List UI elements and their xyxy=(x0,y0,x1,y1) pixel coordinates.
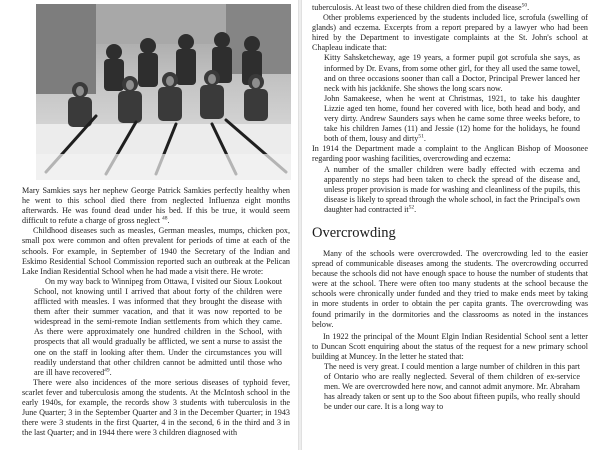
quote-text: A number of the smaller children were badly effected with eczema and apparently no steps had been taken to check the spread of the disease and, unless proper provision is made for washing and cleanliness of the pupils, this disease is likely to spread through the whole school, in fact the Principal's own daughter had contracted it xyxy=(324,164,580,214)
footnote-ref: 48 xyxy=(162,215,168,222)
paragraph-childhood-diseases xyxy=(22,226,290,276)
left-page-text xyxy=(18,186,290,438)
paragraph-tail: . xyxy=(109,367,112,377)
paragraph-samkies xyxy=(22,186,290,226)
quote-kitty xyxy=(312,53,588,93)
paragraph-text: Many of the schools were overcrowded. The overcrowding led to the easier spread of communicable diseases among the students. The overcrowding occurred because the schools did not have enough space to house the number of students that were at the school. There were often too many students at the school because the schools were chronically under funded and they tried to make ends meet by taking in more students in order to obtain the per capita grants. The overcrowding was found primarily in the dormitories and the classrooms as noted in the instances below. xyxy=(312,248,588,329)
footnote-ref: 49 xyxy=(104,366,110,373)
paragraph-tuberculosis xyxy=(312,3,588,13)
section-heading-overcrowding: Overcrowding xyxy=(312,224,396,241)
paragraph-overcrowded xyxy=(312,249,588,330)
quote-text: Kitty Sahsketcheway, age 19 years, a former pupil got scrofula she says, as informed by Dr. Evans, from some other girl, for they all used the same towel, and on three occasions sooner than call a Doctor, Principal Prewer lanced her neck with his jackknife. She shows the long scars now. xyxy=(324,53,580,93)
footnote-ref: 50 xyxy=(521,2,528,9)
quote-sioux-lookout xyxy=(22,277,290,378)
footnote-ref: 51 xyxy=(418,133,424,140)
paragraph-tail: . xyxy=(423,134,426,144)
quote-text: John Samakeese, when he went at Christmas, 1921, to take his daughter Lizzie aged ten home, found her covered with lice, both head and body, and very dirty. Andrew Saunders says when he came some three weeks before, to take his children James (11) and Jessie (12) home for the holidays, he found both of them, lousy and dirty xyxy=(324,93,580,144)
paragraph-serious-diseases xyxy=(22,378,290,439)
paragraph-text: Childhood diseases such as measles, German measles, mumps, chicken pox, small pox were common and often prevalent for periods of time at each of the schools. For example, in September of 1940 the Secretary of the Indian and Eskimo Residential School Commission reported such an outbreak at the Pelican Lake Indian Residential School when he had made a visit there. He wrote: xyxy=(22,226,290,276)
quote-text: On my way back to Winnipeg from Ottawa, I visited our Sioux Lookout School, not knowing until I arrived that about forty of the children were afflicted with measles. I was informed that they brought the disease with them after their summer vacation, and that it was now reported to be widespread in the semi-remote Indian settlements from which they came. As there were approximately one hundred children in the School, with prospects that all would gradually be afflicted, we sent a nurse to assist the one on the staff in looking after them. Under the circumstances you will readily understand that other children cannot be admitted until those who are ill have recovered xyxy=(34,276,282,377)
historical-photo-icon xyxy=(36,4,291,180)
right-page xyxy=(302,0,600,450)
left-page xyxy=(0,0,298,450)
footnote-ref: 52 xyxy=(408,204,415,211)
quote-eczema xyxy=(312,165,588,215)
paragraph-mount-elgin xyxy=(312,332,588,362)
paragraph-text: Mary Samkies says her nephew George Patrick Samkies perfectly healthy when he went to this school died there from neglected Influenza eight months afterwards. He was found dead under his bed. If this be true, it would seem difficult to refute a charge of gross neglect xyxy=(22,186,290,226)
paragraph-tail: . xyxy=(167,216,170,226)
paragraph-tail: . xyxy=(527,3,530,12)
paragraph-tail: . xyxy=(414,204,417,214)
paragraph-text: In 1914 the Department made a complaint to the Anglican Bishop of Moosonee regarding poor washing facilities, overcrowding and eczema: xyxy=(312,144,588,164)
paragraph-text: Other problems experienced by the students included lice, scrofula (swelling of glands) and eczema. Excerpts from a report prepared by a lawyer who had been hired by the Department to investigate complaints at the St. John's school at Chapleau indicate that: xyxy=(312,13,588,53)
quote-john-samakeese xyxy=(312,94,588,144)
paragraph-text: There were also incidences of the more serious diseases of typhoid fever, scarlet fever and tuberculosis among the students. At the McIntosh school in the early 1940s, for example, the records show 3 students with tuberculosis in the June Quarter; 3 in the September Quarter and 3 in the December Quarter; in 1943 there were 3 students in the first Quarter, 4 in the second, 6 in the third and 3 in the last Quarter; and in 1944 there were 3 children diagnosed with xyxy=(22,377,290,438)
paragraph-text: tuberculosis. At least two of these children died from the disease xyxy=(312,3,522,12)
quote-text: The need is very great. I could mention a large number of children in this part of Ontario who are really neglected. Several of them children of ex-service men. We are overcrowded here now, and cannot admit anymore. Mr. Abraham has already taken or sent up to the Soo about fifteen pupils, who really should be under our care. It is a long way to xyxy=(324,362,580,412)
paragraph-1914-complaint xyxy=(312,144,588,164)
quote-need-great xyxy=(312,362,588,412)
paragraph-text: In 1922 the principal of the Mount Elgin Indian Residential School sent a letter to Duncan Scott enquiring about the status of the request for a new primary school building at Muncey. In the letter he stated that: xyxy=(312,331,588,361)
historical-photo xyxy=(36,4,291,180)
paragraph-other-problems xyxy=(312,13,588,53)
